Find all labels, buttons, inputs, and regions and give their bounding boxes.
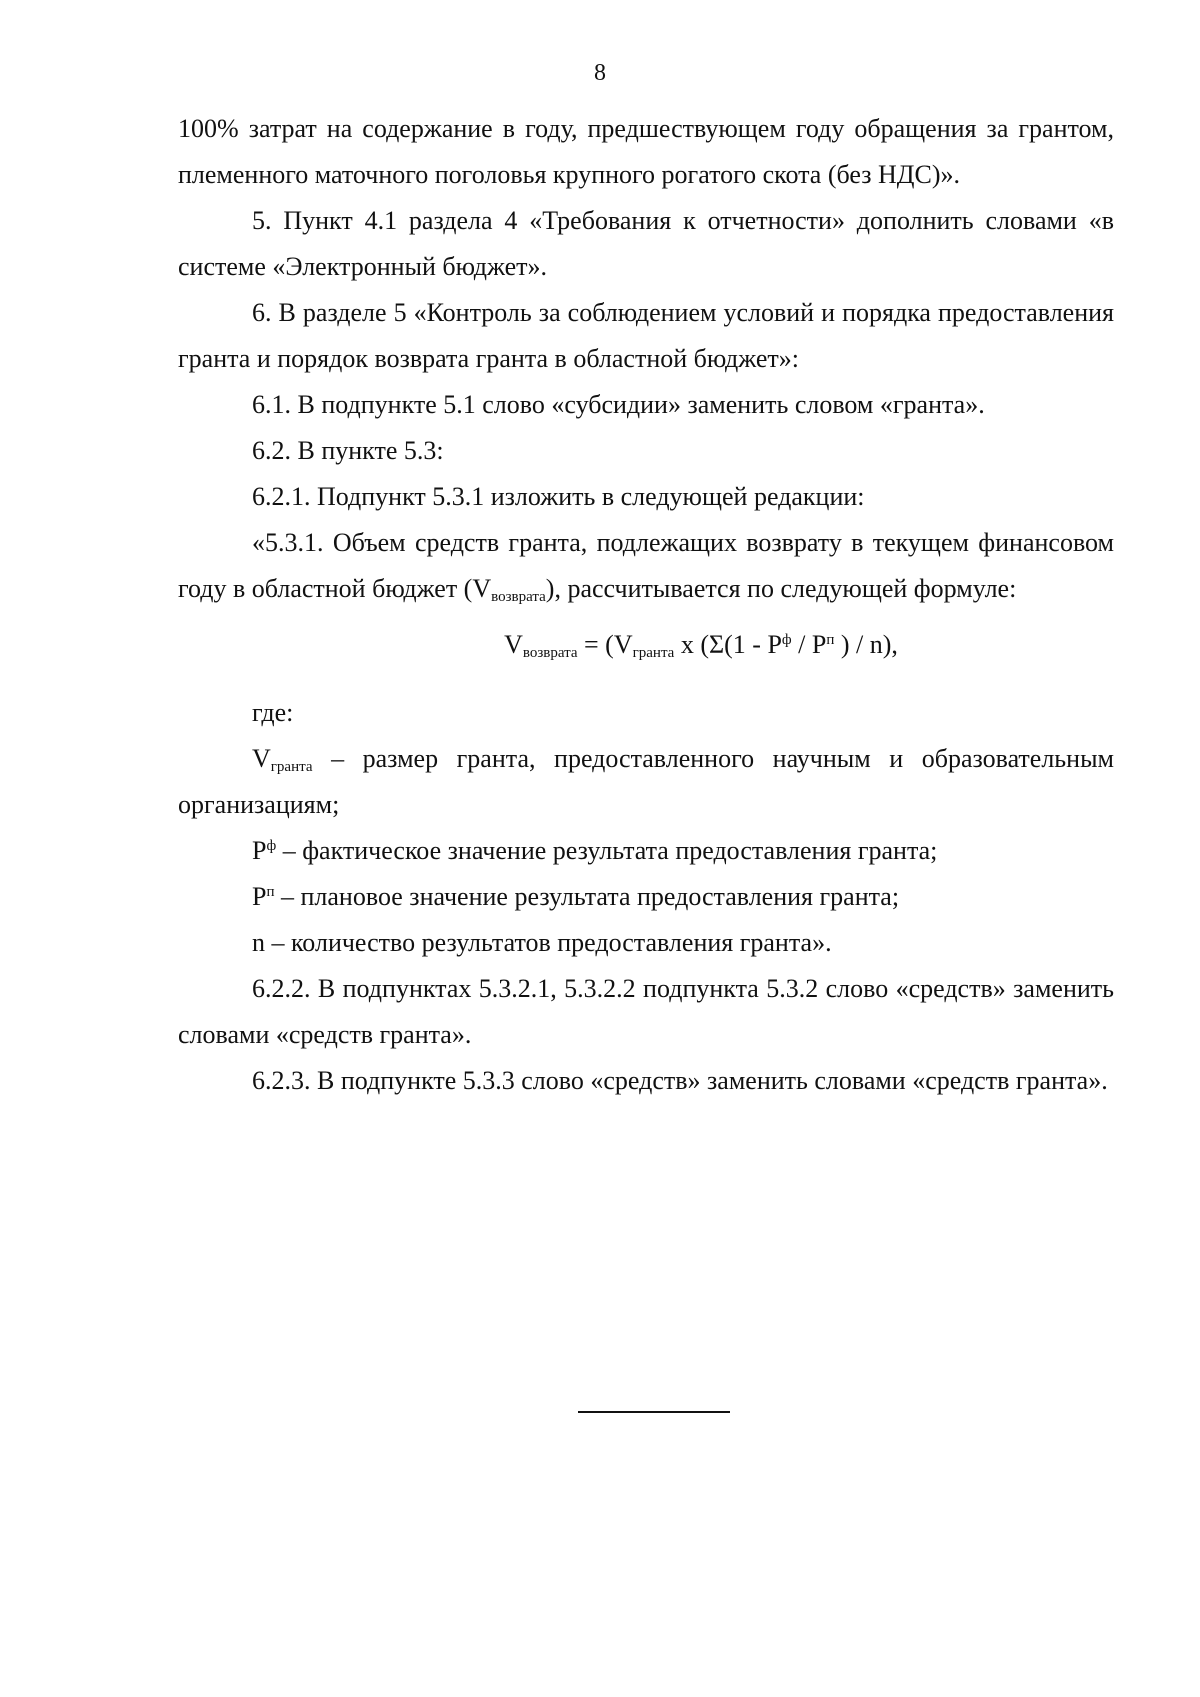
paragraph-item-6-2-3: 6.2.3. В подпункте 5.3.3 слово «средств» заменить словами «средств гранта». — [252, 1066, 1108, 1095]
formula-slash-part: / P — [791, 630, 827, 659]
formula-sub-return: возврата — [522, 645, 578, 661]
def-v-subscript: гранта — [270, 759, 313, 775]
item-5-3-1-text-end: ), рассчитывается по следующей формуле: — [545, 574, 1017, 603]
definition-v-grant — [178, 736, 1114, 828]
formula-v-return: V — [504, 630, 523, 659]
formula-sup-fact: ф — [781, 632, 792, 648]
def-pp-letter: P — [252, 882, 267, 911]
return-formula — [178, 622, 1114, 668]
item-5-3-1-subscript: возврата — [491, 589, 546, 605]
def-pp-text: – плановое значение результата предоставления гранта; — [274, 882, 900, 911]
paragraph-item-6-2-2: 6.2.2. В подпунктах 5.3.2.1, 5.3.2.2 подпункта 5.3.2 слово «средств» заменить словами «средств гранта». — [178, 974, 1114, 1049]
def-v-text: – размер гранта, предоставленного научным и образовательным организациям; — [178, 744, 1114, 819]
item-5-3-1-text-start: «5.3.1. Объем средств гранта, подлежащих возврату в текущем финансовом году в областной бюджет (V — [178, 528, 1114, 603]
formula-sub-grant: гранта — [632, 645, 675, 661]
paragraph-item-6-1: 6.1. В подпункте 5.1 слово «субсидии» заменить словом «гранта». — [252, 390, 985, 419]
page-number: 8 — [594, 60, 606, 86]
paragraph-item-5-3-1 — [178, 520, 1114, 612]
paragraph-item-6-2-1: 6.2.1. Подпункт 5.3.1 изложить в следующей редакции: — [252, 482, 865, 511]
end-of-document-rule — [578, 1411, 730, 1413]
def-pf-letter: P — [252, 836, 267, 865]
formula-mid-part: x (Σ(1 - P — [674, 630, 782, 659]
paragraph-continuation: 100% затрат на содержание в году, предшествующем году обращения за грантом, племенного маточного поголовья крупного рогатого скота (без НДС)». — [178, 114, 1114, 189]
definition-p-plan — [178, 874, 1114, 920]
def-pp-superscript: п — [266, 884, 275, 900]
def-v-letter: V — [252, 744, 271, 773]
definition-n: n – количество результатов предоставления гранта». — [252, 928, 832, 957]
formula-where-label: где: — [252, 698, 294, 727]
formula-sup-plan: п — [826, 632, 835, 648]
paragraph-item-6: 6. В разделе 5 «Контроль за соблюдением условий и порядка предоставления гранта и порядок возврата гранта в областной бюджет»: — [178, 298, 1114, 373]
def-pf-superscript: ф — [266, 838, 277, 854]
paragraph-item-5: 5. Пункт 4.1 раздела 4 «Требования к отчетности» дополнить словами «в системе «Электронный бюджет». — [178, 206, 1114, 281]
formula-eq-part: = (V — [577, 630, 633, 659]
definition-p-fact — [178, 828, 1114, 874]
document-body — [178, 106, 1114, 1104]
def-pf-text: – фактическое значение результата предоставления гранта; — [276, 836, 938, 865]
paragraph-item-6-2: 6.2. В пункте 5.3: — [252, 436, 444, 465]
formula-end-part: ) / n), — [834, 630, 898, 659]
